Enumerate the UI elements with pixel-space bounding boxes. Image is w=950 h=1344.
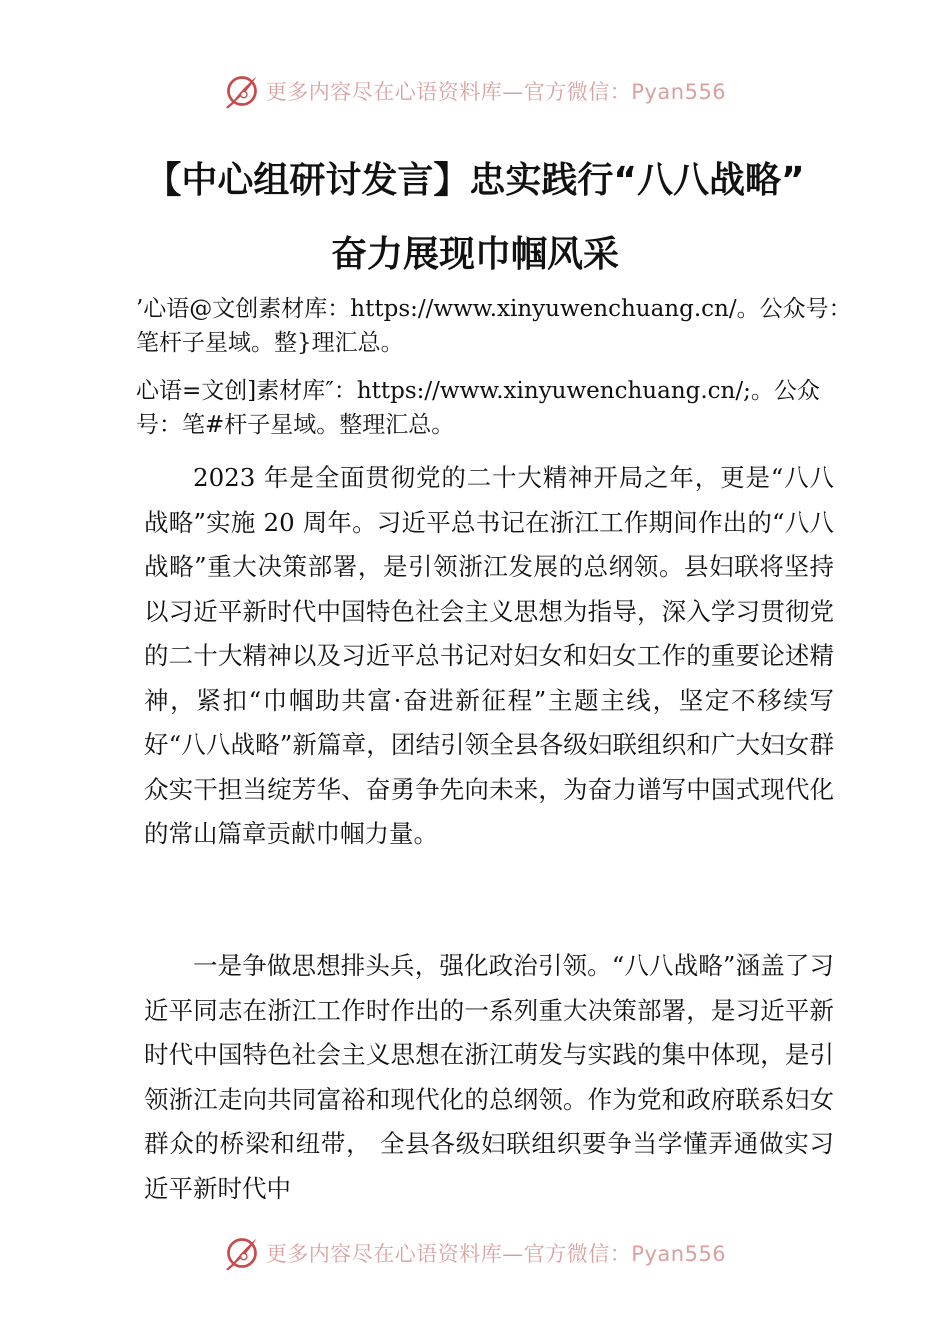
page-title-line-2: 奋力展现巾帼风采 [330, 234, 619, 275]
header-banner [0, 66, 950, 116]
footer-banner [0, 1228, 950, 1278]
page-title-line-1: 【中心组研讨发言】忠实践行“八八战略” [145, 160, 805, 201]
feather-pen-logo-icon [224, 1235, 260, 1271]
footer-banner-text: 更多内容尽在心语资料库—官方微信：Pyan556 [265, 1242, 727, 1266]
feather-pen-logo-icon [224, 73, 260, 109]
body-paragraph-1: 2023 年是全面贯彻党的二十大精神开局之年，更是“八八战略”实施 20 周年。习近平总书记在浙江工作期间作出的“八八战略”重大决策部署，是引领浙江发展的总纲领。县妇联将坚持以习近平新时代中国特色社会主义思想为指导，深入学习贯彻党的二十大精神以及习近平总书记对妇女和妇女工作的重要论述精神，紧扣“巾帼助共富·奋进新征程”主题主线，坚定不移续写好“八八战略”新篇章，团结引领全县各级妇联组织和广大妇女群众实干担当绽芳华、奋勇争先向未来，为奋力谱写中国式现代化的常山篇章贡献巾帼力量。 [144, 463, 834, 848]
source-note-2: 心语=文创]素材库″：https://www.xinyuwenchuang.cn/;。公众号：笔#杆子星域。整理汇总。 [136, 378, 820, 438]
source-note-1: ’心语@文创素材库：https://www.xinyuwenchuang.cn/。公众号：笔杆子星域。整}理汇总。 [136, 296, 852, 356]
body-paragraph-2: 一是争做思想排头兵，强化政治引领。“八八战略”涵盖了习近平同志在浙江工作时作出的一系列重大决策部署，是习近平新时代中国特色社会主义思想在浙江萌发与实践的集中体现，是引领浙江走向共同富裕和现代化的总纲领。作为党和政府联系妇女群众的桥梁和纽带， 全县各级妇联组织要争当学懂弄通做实习近平新时代中 [144, 951, 834, 1203]
header-banner-text: 更多内容尽在心语资料库—官方微信：Pyan556 [265, 80, 727, 104]
